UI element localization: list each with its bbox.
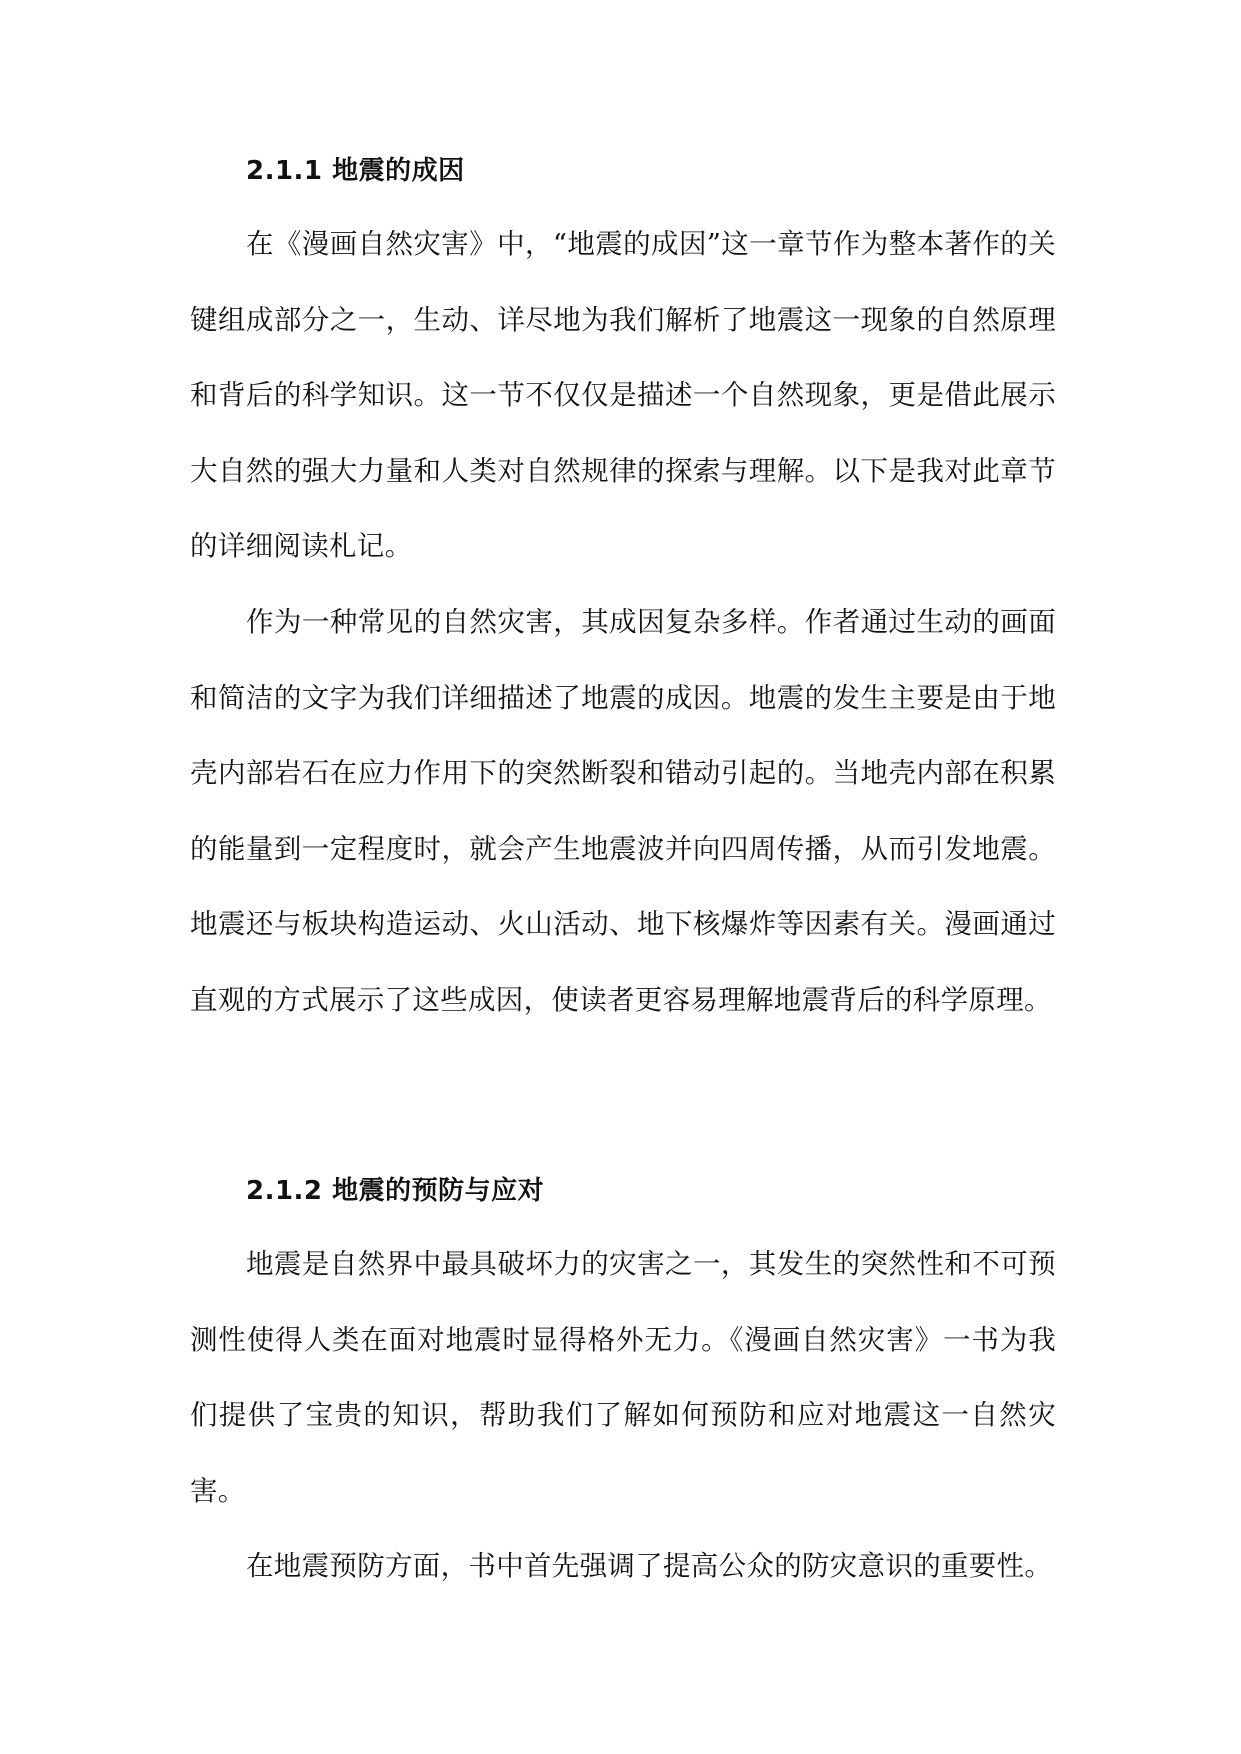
section-heading-earthquake-prevention: 2.1.2 地震的预防与应对 — [246, 1176, 545, 1206]
paragraph-earthquake-causes: 作为一种常见的自然灾害，其成因复杂多样。作者通过生动的画面和简洁的文字为我们详细描述了地震的成因。地震的发生主要是由于地壳内部岩石在应力作用下的突然断裂和错动引起的。当地壳内部在积累的能量到一定程度时，就会产生地震波并向四周传播，从而引发地震。地震还与板块构造运动、火山活动、地下核爆炸等因素有关。漫画通过直观的方式展示了这些成因，使读者更容易理解地震背后的科学原理。 — [190, 606, 1056, 1016]
paragraph-prevention-intro: 地震是自然界中最具破坏力的灾害之一，其发生的突然性和不可预测性使得人类在面对地震时显得格外无力。《漫画自然灾害》一书为我们提供了宝贵的知识，帮助我们了解如何预防和应对地震这一自然灾害。 — [190, 1248, 1056, 1507]
paragraph-prevention-awareness: 在地震预防方面，书中首先强调了提高公众的防灾意识的重要性。 — [246, 1550, 1053, 1582]
paragraph-chapter-intro: 在《漫画自然灾害》中，“地震的成因”这一章节作为整本著作的关键组成部分之一，生动、详尽地为我们解析了地震这一现象的自然原理和背后的科学知识。这一节不仅仅是描述一个自然现象，更是借此展示大自然的强大力量和人类对自然规律的探索与理解。以下是我对此章节的详细阅读札记。 — [190, 228, 1056, 562]
section-heading-earthquake-causes: 2.1.1 地震的成因 — [246, 156, 465, 186]
